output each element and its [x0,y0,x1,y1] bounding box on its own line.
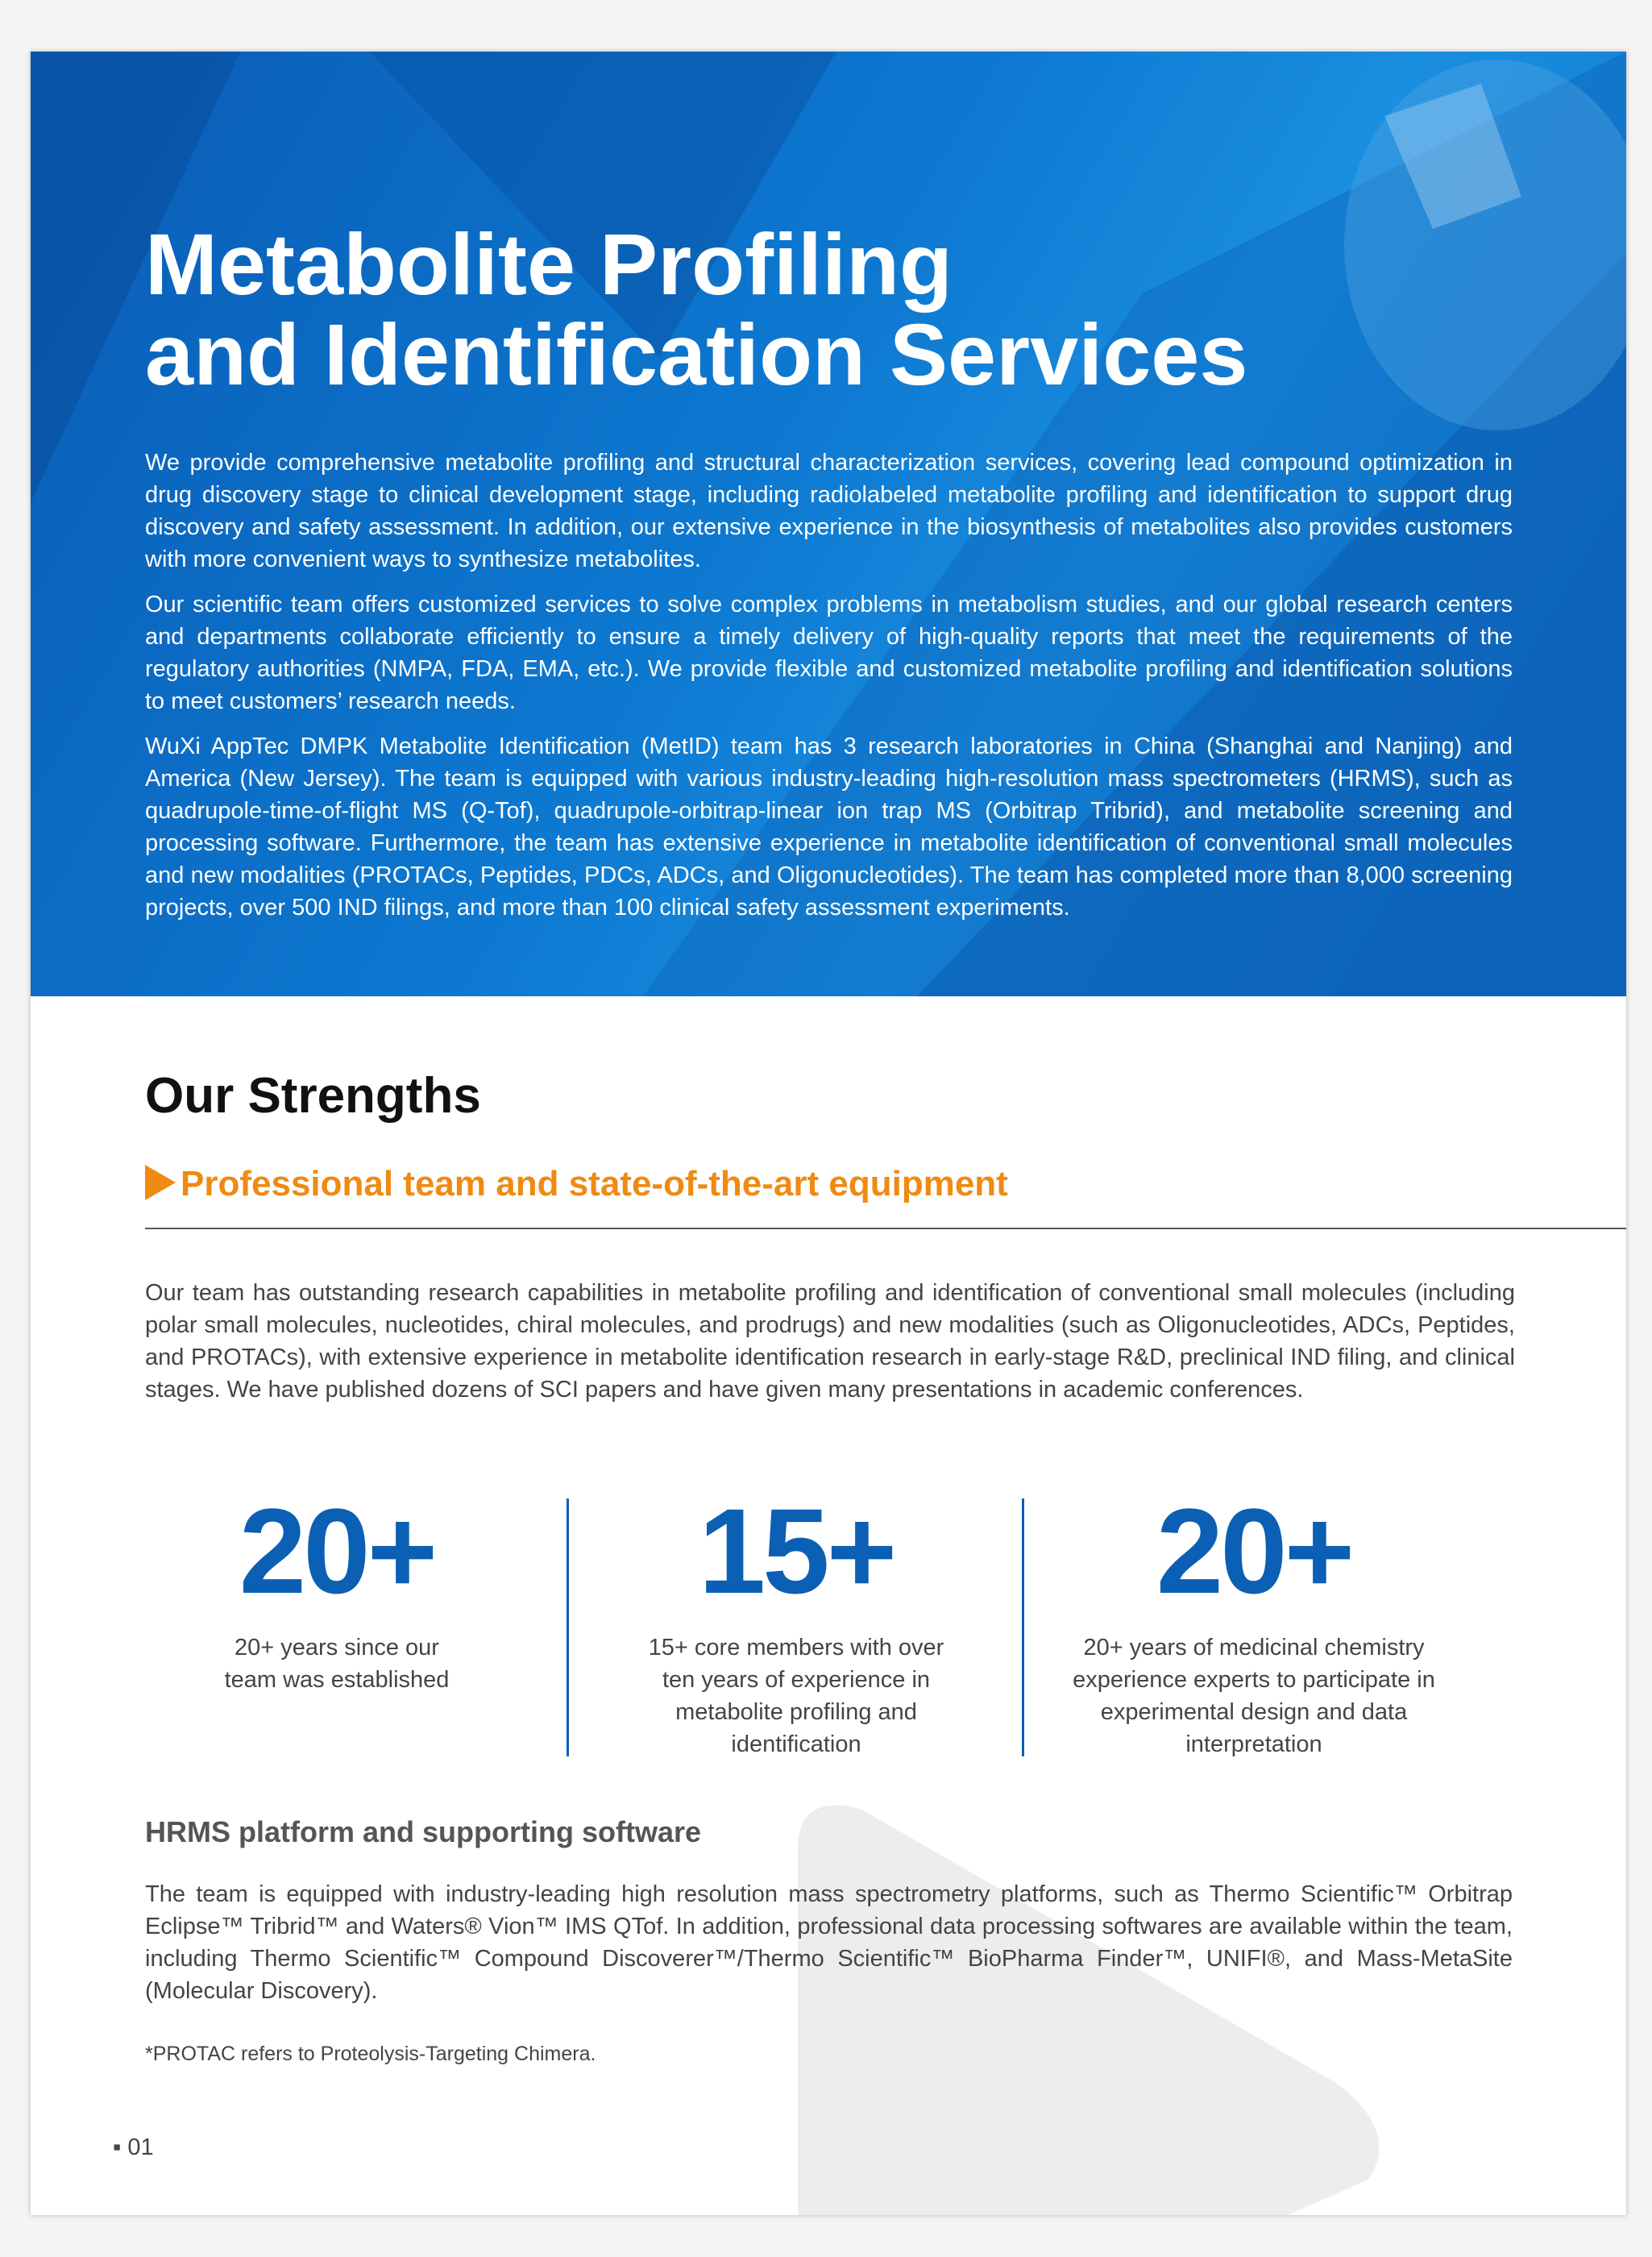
brochure-page [31,52,1626,2215]
triangle-bullet-icon [145,1165,176,1200]
stat-number: 20+ [239,1483,435,1619]
stat-description: 20+ years of medicinal chemistry experience experts to participate in experimental design and data interpretation [1073,1635,1435,1757]
title-line-1: Metabolite Profiling [145,215,953,313]
title-line-2: and Identification Services [145,306,1248,403]
strengths-intro: Our team has outstanding research capabilities in metabolite profiling and identification of conventional small molecules (including polar small molecules, nucleotides, chiral molecules, and prodrugs) and new modalities (such as Oligonucleotides, ADCs, Peptides, and PROTACs), with extensive experience in metabolite identification research in early-stage R&D, preclinical IND filing, and clinical stages. We have published dozens of SCI papers and have given many presentations in academic conferences. [145,1280,1515,1403]
stat-years [135,1483,538,1696]
footnote: *PROTAC refers to Proteolysis-Targeting Chimera. [145,2043,596,2065]
stat-divider [1022,1498,1024,1756]
subheading-text: Professional team and state-of-the-art equipment [181,1164,1008,1203]
stat-core-members [595,1483,998,1760]
hrms-description: The team is equipped with industry-leading high resolution mass spectrometry platforms, such as Thermo Scientific™ Orbitrap Eclipse™ Tribrid™ and Waters® Vion™ IMS QTof. In addition, professional data processing softwares are available within the team, including Thermo Scientific™ Compound Discoverer™/Thermo Scientific™ BioPharma Finder™, UNIFI®, and Mass-MetaSite (Molecular Discovery). [145,1881,1513,2004]
strengths-subheading [145,1164,1008,1204]
stat-description: 15+ core members with over ten years of experience in metabolite profiling and identification [648,1635,944,1757]
hero-paragraph: We provide comprehensive metabolite profiling and structural characterization services, covering lead compound optimization in drug discovery stage to clinical development stage, including radiolabeled metabolite profiling and identification to support drug discovery and safety assessment. In addition, our extensive experience in the biosynthesis of metabolites also provides customers with more convenient ways to synthesize metabolites. [145,450,1513,572]
strengths-heading: Our Strengths [145,1068,481,1124]
stat-medchem [1052,1483,1455,1760]
stat-number: 20+ [1156,1483,1352,1619]
hrms-heading: HRMS platform and supporting software [145,1815,702,1848]
page-number: ▪ 01 [113,2134,154,2160]
stat-divider [567,1498,569,1756]
stat-description: 20+ years since our team was established [224,1635,450,1693]
stat-number: 15+ [698,1483,894,1619]
hero-paragraph: Our scientific team offers customized services to solve complex problems in metabolism studies, and our global research centers and departments collaborate efficiently to ensure a timely delivery of high-quality reports that meet the requirements of the regulatory authorities (NMPA, FDA, EMA, etc.). We provide flexible and customized metabolite profiling and identification solutions to meet customers’ research needs. [145,592,1513,714]
divider [145,1228,1626,1229]
hero-paragraph: WuXi AppTec DMPK Metabolite Identification (MetID) team has 3 research laboratories in China (Shanghai and Nanjing) and America (New Jersey). The team is equipped with various industry-leading high-resolution mass spectrometers (HRMS), such as quadrupole-time-of-flight MS (Q-Tof), quadrupole-orbitrap-linear ion trap MS (Orbitrap Tribrid), and metabolite screening and processing software. Furthermore, the team has extensive experience in metabolite identification of conventional small molecules and new modalities (PROTACs, Peptides, PDCs, ADCs, and Oligonucleotides). The team has completed more than 8,000 screening projects, over 500 IND filings, and more than 100 clinical safety assessment experiments. [145,734,1513,921]
